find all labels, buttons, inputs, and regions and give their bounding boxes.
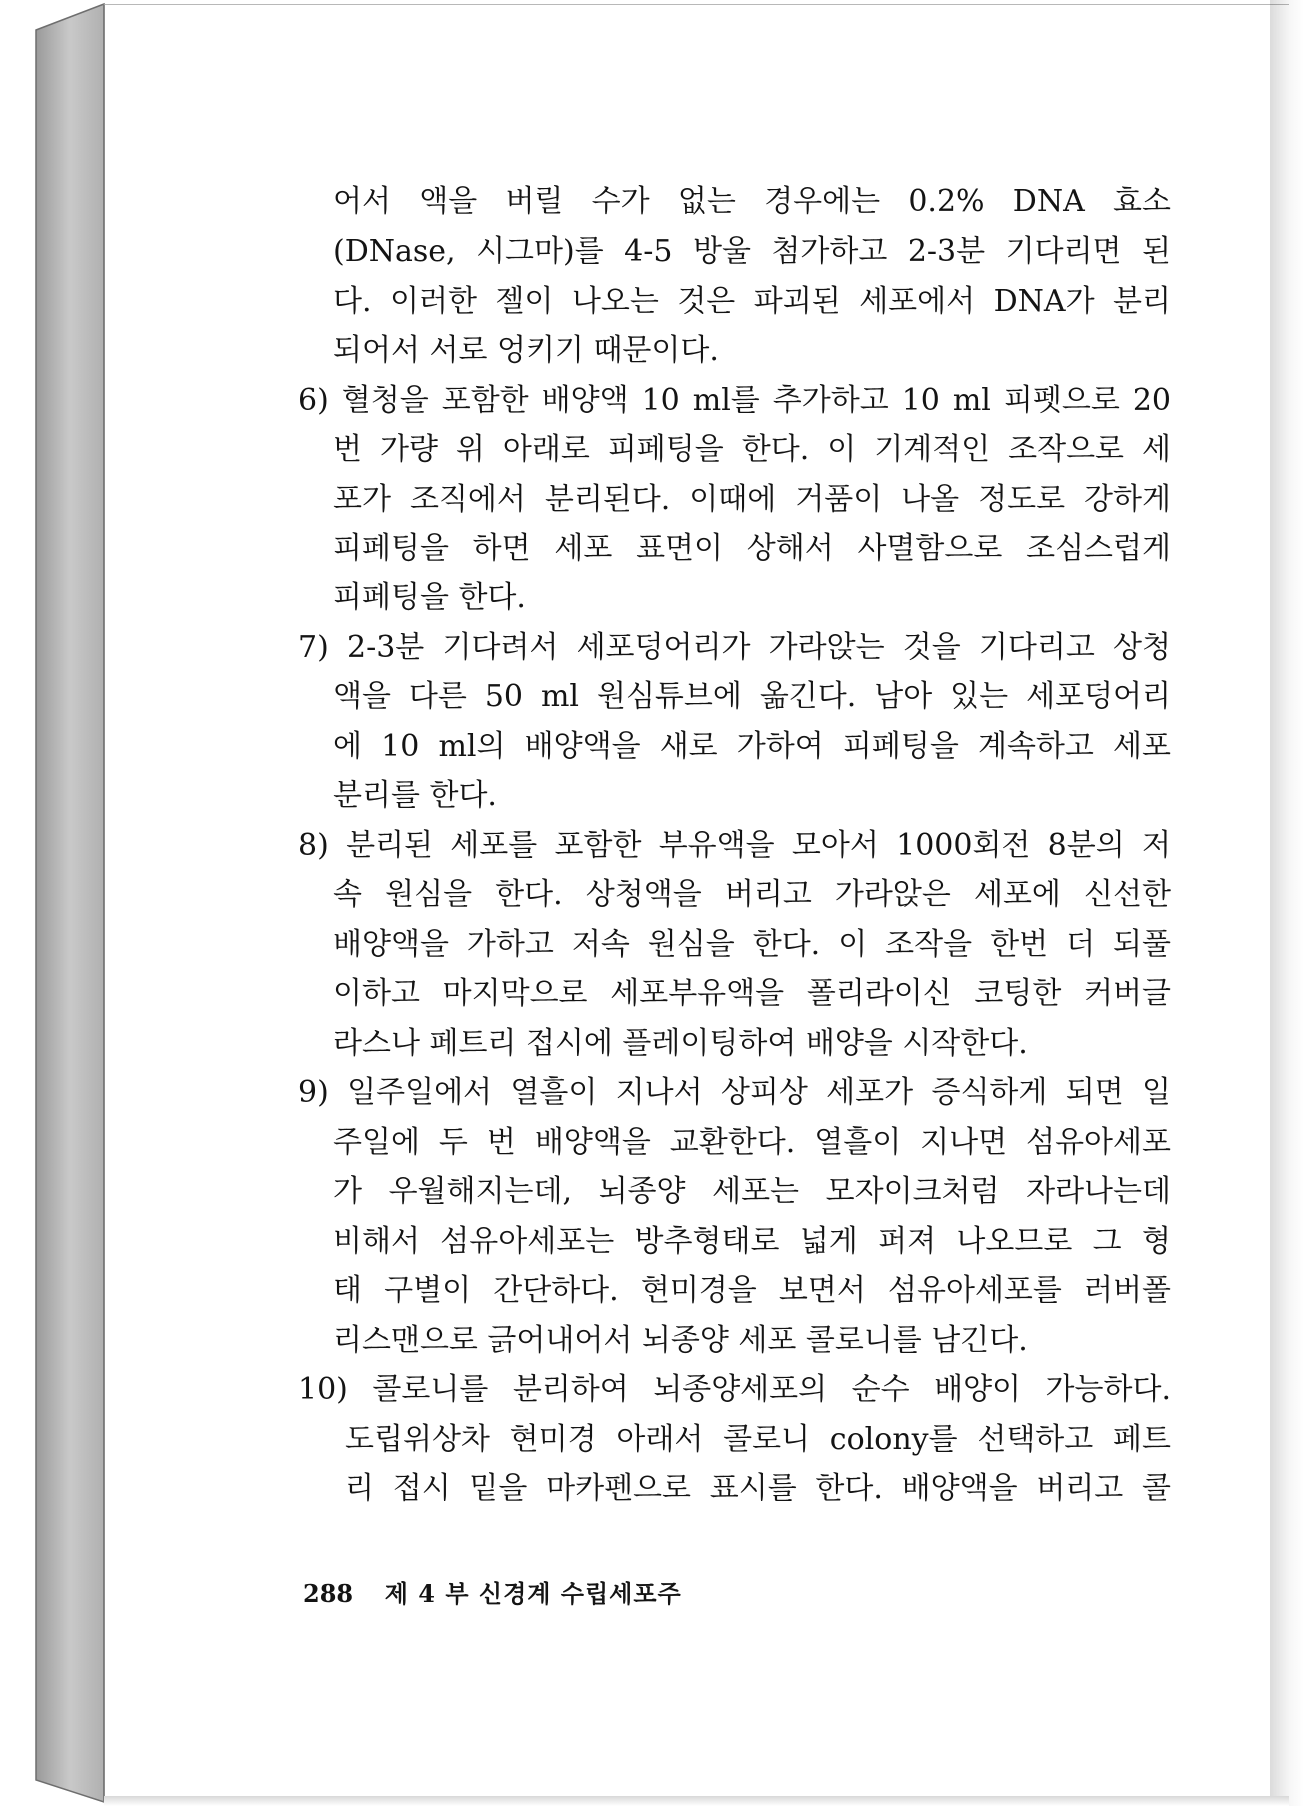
page-edge-shadow bbox=[1270, 0, 1304, 1806]
page-footer bbox=[303, 1574, 682, 1614]
text-line: 비해서 섬유아세포는 방추형태로 넓게 퍼져 나오므로 그 형 bbox=[333, 1224, 1171, 1259]
text-line: 주일에 두 번 배양액을 교환한다. 열흘이 지나면 섬유아세포 bbox=[333, 1125, 1171, 1160]
text-line: 도립위상차 현미경 아래서 콜로니 colony를 선택하고 페트 bbox=[345, 1422, 1171, 1457]
text-line: 속 원심을 한다. 상청액을 버리고 가라앉은 세포에 신선한 bbox=[333, 877, 1171, 912]
text-line: 다. 이러한 젤이 나오는 것은 파괴된 세포에서 DNA가 분리 bbox=[333, 284, 1171, 319]
text-line: 배양액을 가하고 저속 원심을 한다. 이 조작을 한번 더 되풀 bbox=[333, 927, 1171, 962]
text-line: 포가 조직에서 분리된다. 이때에 거품이 나올 정도로 강하게 bbox=[333, 482, 1171, 517]
running-title: 제 4 부 신경계 수립세포주 bbox=[384, 1579, 682, 1608]
text-line: 에 10 ml의 배양액을 새로 가하여 피페팅을 계속하고 세포 bbox=[333, 729, 1171, 764]
text-line: 리스맨으로 긁어내어서 뇌종양 세포 콜로니를 남긴다. bbox=[333, 1323, 1028, 1358]
text-line: 10) 콜로니를 분리하여 뇌종양세포의 순수 배양이 가능하다. bbox=[298, 1372, 1171, 1407]
text-line: (DNase, 시그마)를 4-5 방울 첨가하고 2-3분 기다리면 된 bbox=[333, 234, 1171, 269]
text-line: 어서 액을 버릴 수가 없는 경우에는 0.2% DNA 효소 bbox=[333, 184, 1171, 219]
text-line: 태 구별이 간단하다. 현미경을 보면서 섬유아세포를 러버폴 bbox=[333, 1273, 1171, 1308]
page-bottom-shade bbox=[104, 1796, 1289, 1806]
text-line: 번 가량 위 아래로 피페팅을 한다. 이 기계적인 조작으로 세 bbox=[333, 432, 1171, 467]
book-spine bbox=[0, 0, 120, 1806]
text-line: 분리를 한다. bbox=[333, 778, 497, 813]
text-line: 이하고 마지막으로 세포부유액을 폴리라이신 코팅한 커버글 bbox=[333, 976, 1171, 1011]
text-line: 9) 일주일에서 열흘이 지나서 상피상 세포가 증식하게 되면 일 bbox=[298, 1075, 1171, 1110]
text-line: 7) 2-3분 기다려서 세포덩어리가 가라앉는 것을 기다리고 상청 bbox=[298, 630, 1171, 665]
text-line: 되어서 서로 엉키기 때문이다. bbox=[333, 333, 719, 368]
text-line: 라스나 페트리 접시에 플레이팅하여 배양을 시작한다. bbox=[333, 1026, 1028, 1061]
text-line: 8) 분리된 세포를 포함한 부유액을 모아서 1000회전 8분의 저 bbox=[298, 828, 1171, 863]
text-line: 가 우월해지는데, 뇌종양 세포는 모자이크처럼 자라나는데 bbox=[333, 1174, 1171, 1209]
text-line: 피페팅을 하면 세포 표면이 상해서 사멸함으로 조심스럽게 bbox=[333, 531, 1171, 566]
page-number: 288 bbox=[303, 1579, 354, 1608]
text-line: 리 접시 밑을 마카펜으로 표시를 한다. 배양액을 버리고 콜 bbox=[345, 1471, 1171, 1506]
text-line: 액을 다른 50 ml 원심튜브에 옮긴다. 남아 있는 세포덩어리 bbox=[333, 679, 1171, 714]
text-line: 6) 혈청을 포함한 배양액 10 ml를 추가하고 10 ml 피펫으로 20 bbox=[298, 383, 1171, 418]
text-line: 피페팅을 한다. bbox=[333, 580, 526, 615]
